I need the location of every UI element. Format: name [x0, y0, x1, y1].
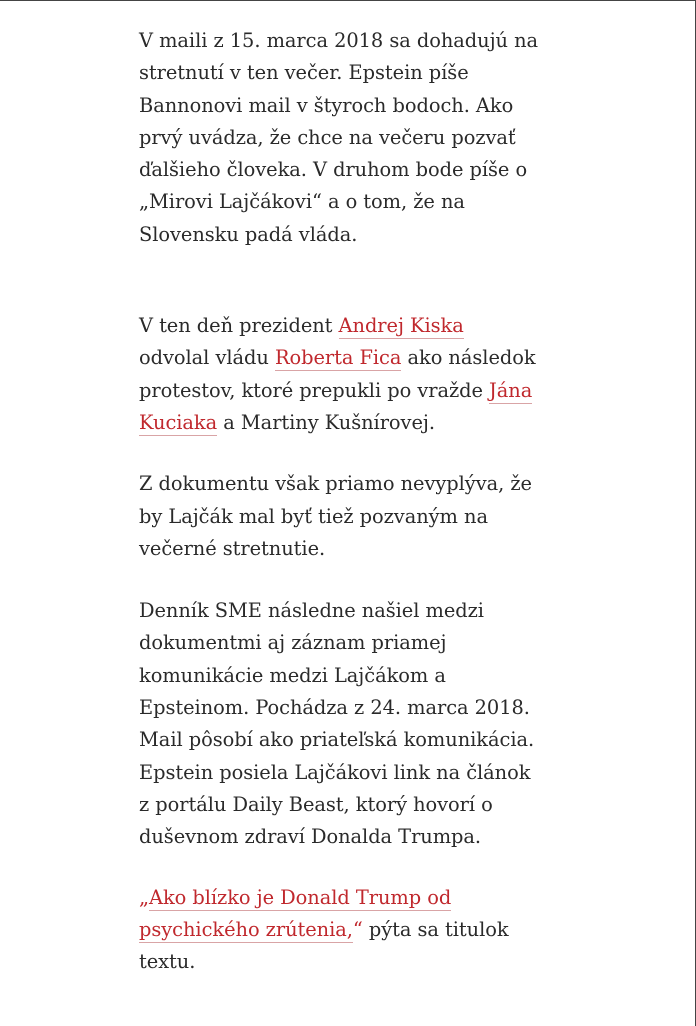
paragraph-document-note: Z dokumentu však priamo nevyplýva, že by Lajčák mal byť tiež pozvaným na večerné stretnutie. [139, 472, 532, 560]
paragraph-sme-finding: Denník SME následne našiel medzi dokumentmi aj záznam priamej komunikácie medzi Lajčákom a Epsteinom. Pochádza z 24. marca 2018. [139, 599, 530, 720]
link-roberta-fica[interactable]: Roberta Fica [274, 346, 402, 370]
paragraph-headline-quote [139, 882, 539, 979]
paragraph-email-meeting: V maili z 15. marca 2018 sa dohadujú na stretnutí v ten večer. Epstein píše Bannonovi mail v štyroch bodoch. Ako prvý uvádza, že chce na večeru pozvať ďalšieho človeka. V druhom bode píše o „Mirovi Lajčákovi“ a o tom, že na Slovensku padá vláda. [139, 29, 539, 246]
paragraph-government-fall [139, 310, 539, 439]
paragraph-text: V ten deň prezident [139, 314, 339, 338]
open-quote: „ [139, 885, 149, 909]
paragraph-text: odvolal vládu [139, 346, 275, 370]
link-daily-beast-article[interactable]: Ako blízko je Donald Trump od psychického zrútenia, [139, 885, 452, 941]
paragraph-mail-content: Mail pôsobí ako priateľská komunikácia. Epstein posiela Lajčákovi link na článok z portálu Daily Beast, ktorý hovorí o duševnom zdraví Donalda Trumpa. [139, 728, 535, 849]
paragraph-text: pýta sa titulok textu. [139, 917, 509, 974]
close-quote: “ [352, 917, 363, 941]
article-body [139, 25, 539, 978]
link-jana-kuciaka[interactable]: Jána Kuciaka [139, 378, 533, 434]
paragraph-text: ako následok protestov, ktoré prepukli po vražde [139, 346, 536, 402]
paragraph-text: a Martiny Kušnírovej. [217, 410, 435, 434]
link-andrej-kiska[interactable]: Andrej Kiska [338, 314, 464, 338]
